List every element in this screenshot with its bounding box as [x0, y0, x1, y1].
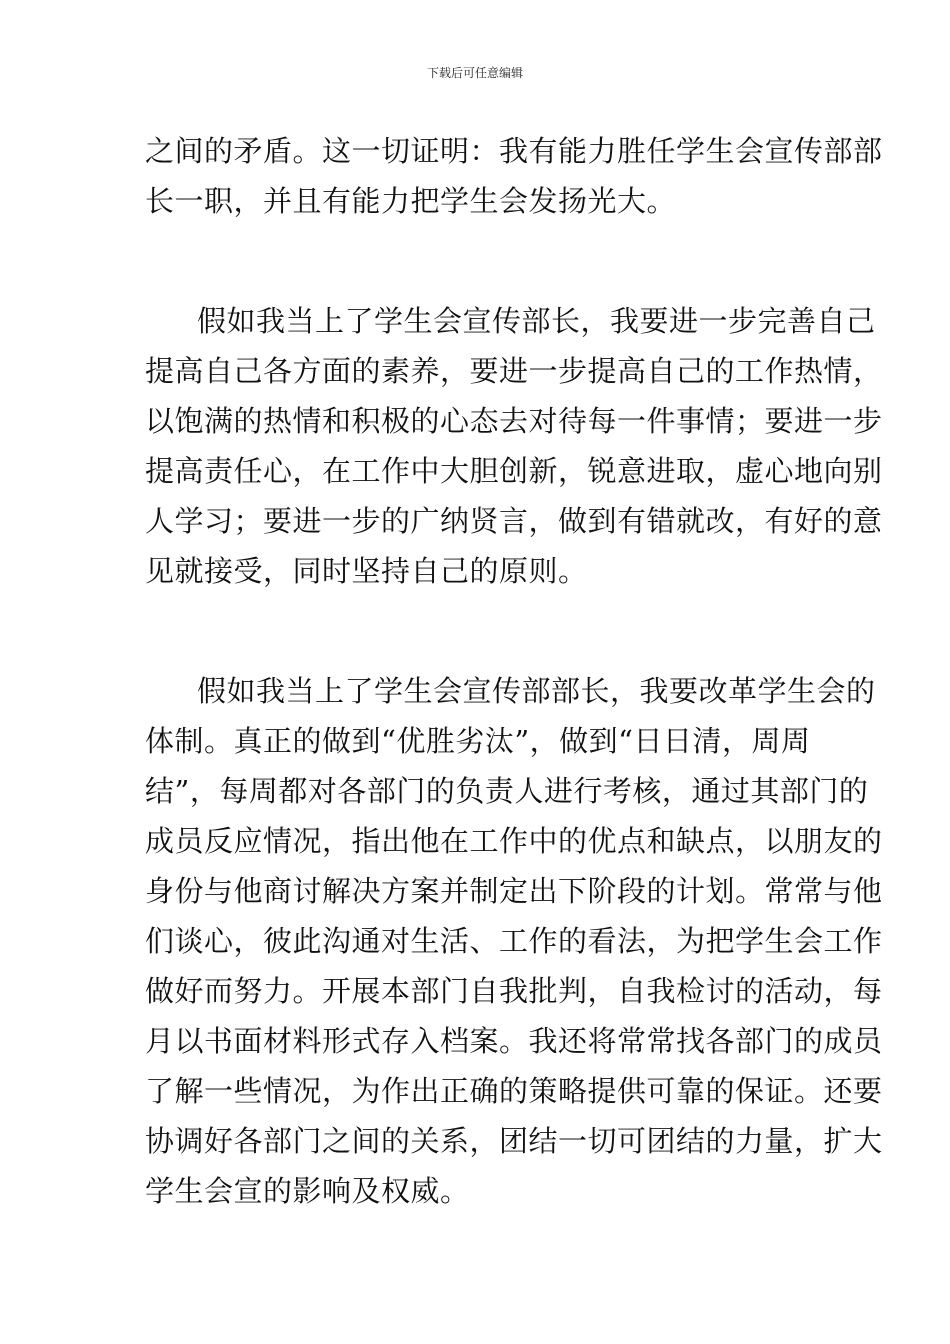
text-line: 结”，每周都对各部门的负责人进行考核，通过其部门的: [145, 774, 869, 808]
text-line: 做好而努力。开展本部门自我批判，自我检讨的活动，每: [145, 974, 883, 1008]
text-line: 假如我当上了学生会宣传部部长，我要改革学生会的: [197, 674, 876, 708]
paragraph-1: [145, 126, 883, 226]
text-line: 见就接受，同时坚持自己的原则。: [145, 554, 588, 588]
text-line: 之间的矛盾。这一切证明：我有能力胜任学生会宣传部部: [145, 134, 883, 168]
text-line: 成员反应情况，指出他在工作中的优点和缺点，以朋友的: [145, 824, 883, 858]
text-line: 学生会宣的影响及权威。: [145, 1174, 470, 1208]
text-line: 提高责任心，在工作中大胆创新，锐意进取，虚心地向别: [145, 454, 883, 488]
text-line: 身份与他商讨解决方案并制定出下阶段的计划。常常与他: [145, 874, 883, 908]
text-line: 月以书面材料形式存入档案。我还将常常找各部门的成员: [145, 1024, 883, 1058]
page-header: 下载后可任意编辑: [426, 66, 523, 80]
paragraph-gap: [145, 596, 807, 666]
text-line: 体制。真正的做到“优胜劣汰”，做到“日日清，周周: [145, 724, 811, 758]
document-body: [145, 126, 883, 1216]
text-line: 们谈心，彼此沟通对生活、工作的看法，为把学生会工作: [145, 924, 883, 958]
paragraph-gap: [145, 226, 807, 296]
text-line: 假如我当上了学生会宣传部长，我要进一步完善自己: [197, 304, 876, 338]
text-line: 以饱满的热情和积极的心态去对待每一件事情；要进一步: [145, 404, 883, 438]
paragraph-3: [145, 666, 883, 1216]
text-line: 了解一些情况，为作出正确的策略提供可靠的保证。还要: [145, 1074, 883, 1108]
text-line: 长一职，并且有能力把学生会发扬光大。: [145, 184, 677, 218]
text-line: 协调好各部门之间的关系，团结一切可团结的力量，扩大: [145, 1124, 883, 1158]
paragraph-2: [145, 296, 883, 596]
text-line: 人学习；要进一步的广纳贤言，做到有错就改，有好的意: [145, 504, 883, 538]
text-line: 提高自己各方面的素养，要进一步提高自己的工作热情，: [145, 354, 883, 388]
